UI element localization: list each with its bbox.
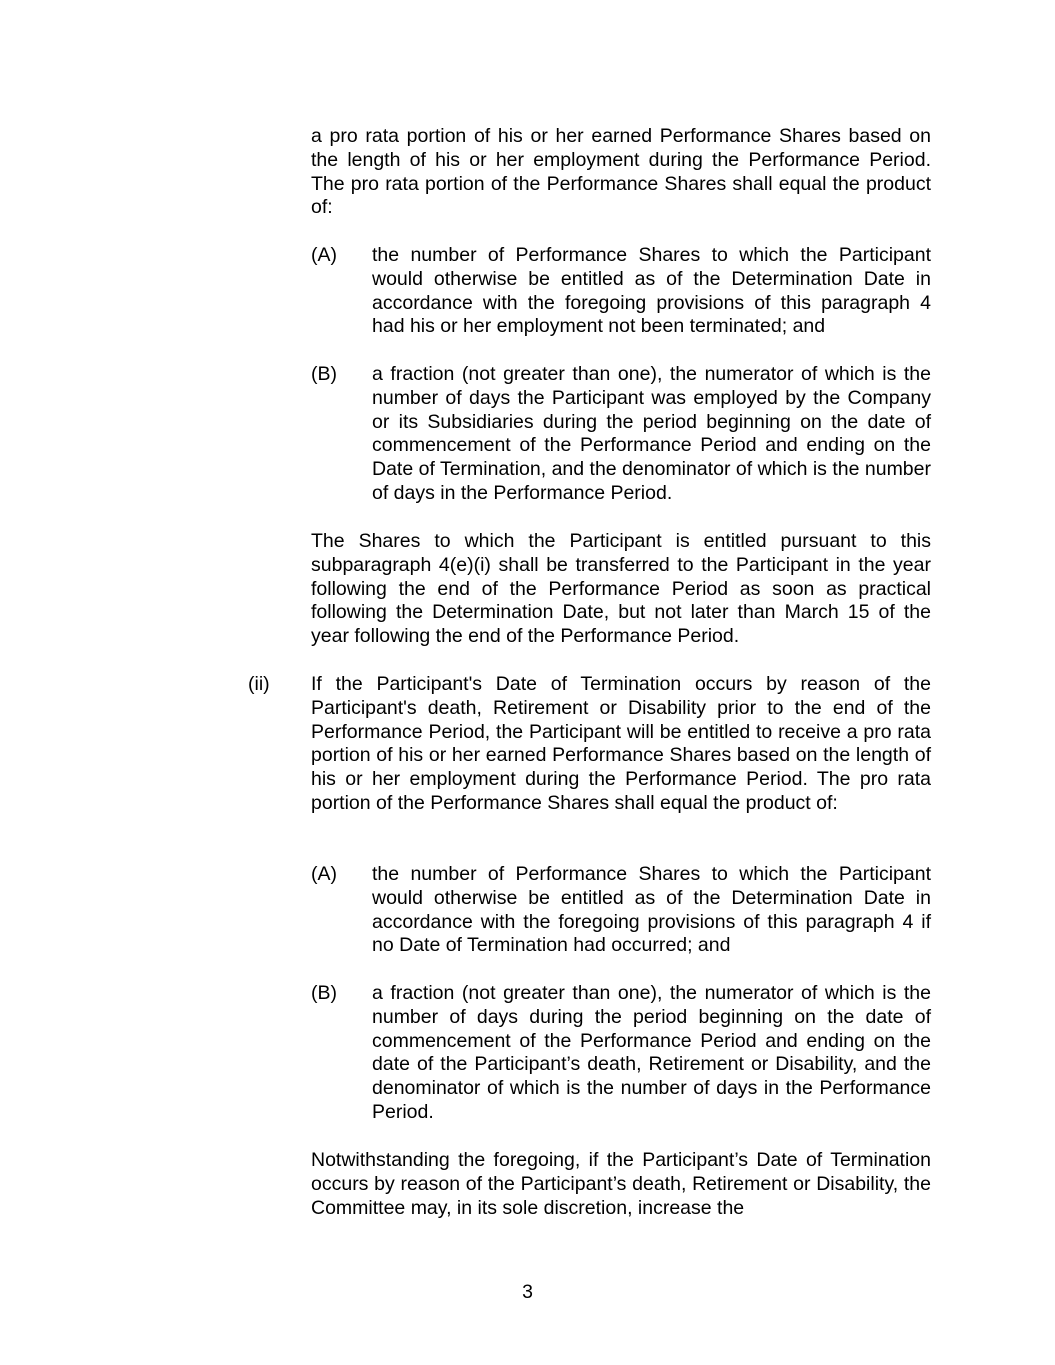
item-label: (B) xyxy=(311,363,337,385)
item-text: a fraction (not greater than one), the numerator of which is the number of days during the period beginning on the date of commencement of the Performance Period and ending on the date of the Participant’s death, Retirement or Disability, and the denominator of which is the number of days in the Performance Period. xyxy=(372,982,931,1123)
page-number: 3 xyxy=(522,1281,533,1303)
item-text: a fraction (not greater than one), the numerator of which is the number of days the Participant was employed by the Company or its Subsidiaries during the period beginning on the date of commencement of the Performance Period and ending on the Date of Termination, and the denominator of which is the number of days in the Performance Period. xyxy=(372,363,931,504)
section-ii-closing-paragraph: Notwithstanding the foregoing, if the Participant’s Date of Termination occurs by reason of the Participant’s death, Retirement or Disability, the Committee may, in its sole discretion, increase the xyxy=(311,1149,931,1219)
item-text: the number of Performance Shares to which the Participant would otherwise be entitled as of the Determination Date in accordance with the foregoing provisions of this paragraph 4 had his or her employment not been terminated; and xyxy=(372,244,931,338)
intro-paragraph: a pro rata portion of his or her earned Performance Shares based on the length of his or her employment during the Performance Period. The pro rata portion of the Performance Shares shall equal the product of: xyxy=(311,125,931,219)
item-label: (A) xyxy=(311,863,337,885)
item-label: (A) xyxy=(311,244,337,266)
section-label: (ii) xyxy=(248,673,270,695)
item-text: the number of Performance Shares to which the Participant would otherwise be entitled as of the Determination Date in accordance with the foregoing provisions of this paragraph 4 if no Date of Termination had occurred; and xyxy=(372,863,931,957)
section-ii-paragraph: If the Participant's Date of Termination occurs by reason of the Participant's death, Retirement or Disability prior to the end of the Performance Period, the Participant will be entitled to receive a pro rata portion of his or her earned Performance Shares based on the length of his or her employment during the Performance Period. The pro rata portion of the Performance Shares shall equal the product of: xyxy=(311,673,931,814)
section-i-closing-paragraph: The Shares to which the Participant is entitled pursuant to this subparagraph 4(e)(i) shall be transferred to the Participant in the year following the end of the Performance Period as soon as practical following the Determination Date, but not later than March 15 of the year following the end of the Performance Period. xyxy=(311,530,931,648)
item-label: (B) xyxy=(311,982,337,1004)
